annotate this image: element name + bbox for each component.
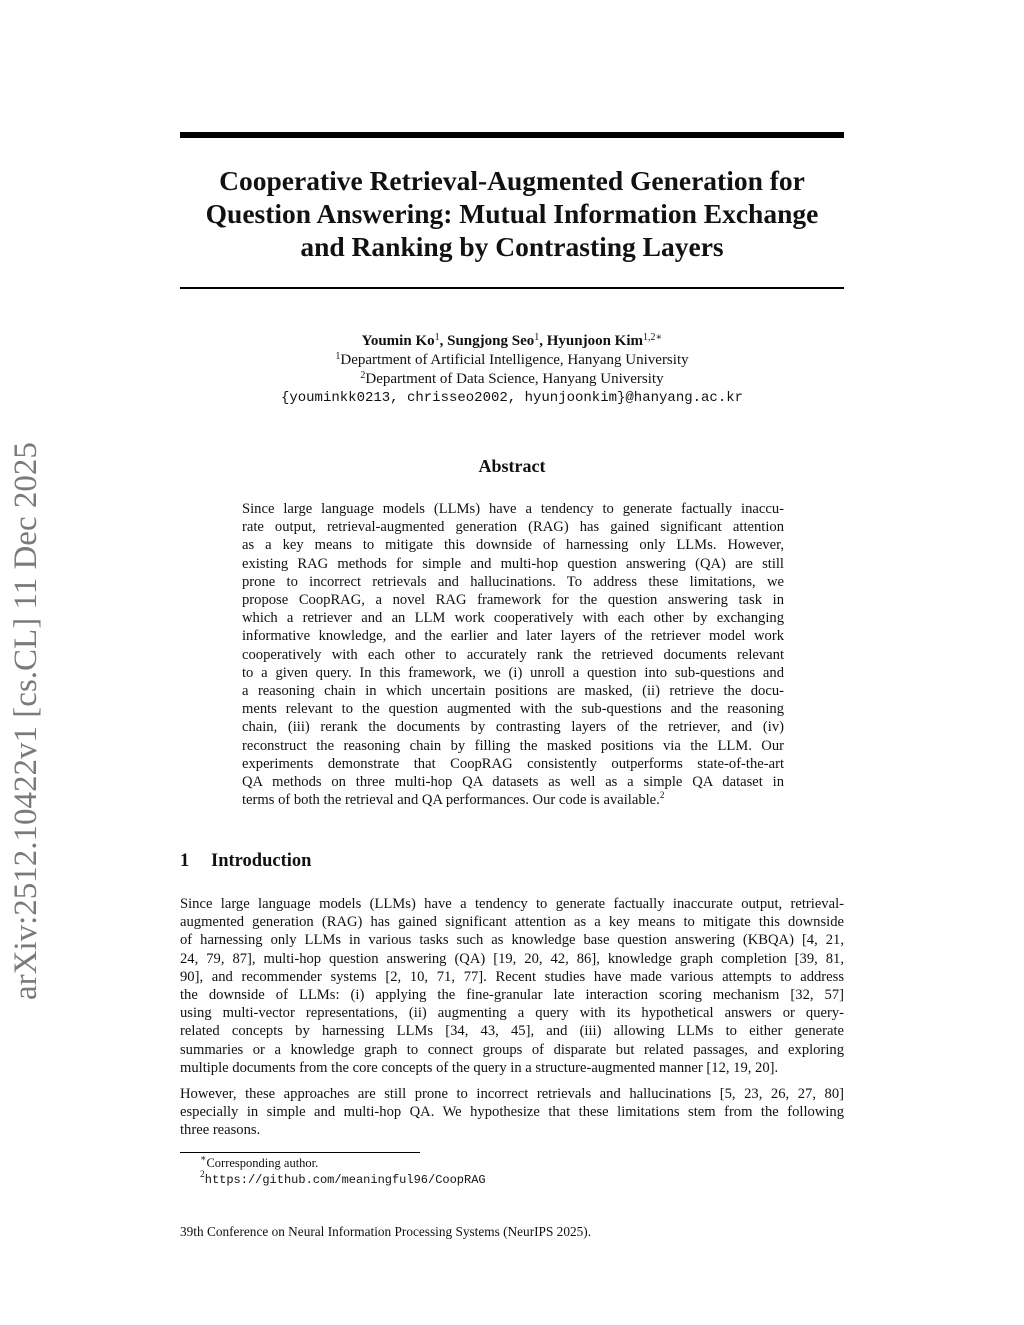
intro-line: the downside of LLMs: (i) applying the fine-granular late interaction scoring mechanism [32, 57] <box>180 987 844 1004</box>
author-name: Sungjong Seo <box>447 333 535 349</box>
abstract-line-text: terms of both the retrieval and QA performances. Our code is available. <box>242 792 660 809</box>
abstract-line: which a retriever and an LLM work cooperatively with each other by exchanging <box>242 610 784 627</box>
footnote-marker[interactable]: 2 <box>659 791 665 802</box>
author-affiliation-mark: 1,2∗ <box>643 332 663 343</box>
intro-line: Since large language models (LLMs) have a tendency to generate factually inaccurate output, retrieval- <box>180 896 844 912</box>
affiliation-mark: 1 <box>335 351 341 362</box>
abstract-line: a reasoning chain in which uncertain positions are masked, (ii) retrieve the docu- <box>242 683 784 700</box>
affiliation-mark: 2 <box>360 370 366 381</box>
venue-footer: 39th Conference on Neural Information Processing Systems (NeurIPS 2025). <box>180 1224 592 1239</box>
intro-line: of harnessing only LLMs in various tasks such as knowledge base question answering (KBQA) [4, 21, <box>180 932 844 949</box>
affiliation-text: Department of Artificial Intelligence, Hanyang University <box>340 352 689 368</box>
abstract-line: cooperatively with each other to accurately rank the retrieved documents relevant <box>242 646 784 663</box>
abstract-last-line <box>242 791 784 809</box>
intro-line: related concepts by harnessing LLMs [34, 43, 45], and (iii) allowing LLMs to either generate <box>180 1023 844 1040</box>
footnote-rule <box>180 1152 420 1153</box>
intro-line: multiple documents from the core concepts of the query in a structure-augmented manner [12, 19, 20]. <box>180 1059 779 1076</box>
author-affiliation-mark: 1 <box>434 332 440 343</box>
intro-line: especially in simple and multi-hop QA. We hypothesize that these limitations stem from the following <box>180 1104 844 1121</box>
intro-paragraph-1 <box>180 895 844 1077</box>
affiliation-2 <box>180 370 844 389</box>
abstract-line: ments relevant to the question augmented with the sub-questions and the reasoning <box>242 701 784 718</box>
abstract-line: chain, (iii) rerank the documents by contrasting layers of the retriever, and (iv) <box>242 719 784 736</box>
title-top-rule <box>180 132 844 138</box>
footnote-mark: ∗ <box>200 1154 207 1164</box>
abstract-body <box>242 500 784 809</box>
abstract-line: QA methods on three multi-hop QA datasets as well as a simple QA dataset in <box>242 774 784 791</box>
footnotes <box>200 1155 486 1188</box>
abstract-heading: Abstract <box>478 456 546 476</box>
abstract-line: prone to incorrect retrievals and hallucinations. To address these limitations, we <box>242 573 784 590</box>
intro-line: summaries or a knowledge graph to connect groups of disparate but related passages, and exploring <box>180 1041 844 1058</box>
footnote-1 <box>200 1155 486 1171</box>
author-emails: {youminkk0213, chrisseo2002, hyunjoonkim}@hanyang.ac.kr <box>280 390 744 406</box>
intro-line: 90], and recommender systems [2, 10, 71, 77]. Recent studies have made various attempts to address <box>180 968 844 985</box>
intro-line: using multi-vector representations, (ii) augmenting a query with its hypothetical answers or query- <box>180 1005 844 1022</box>
abstract-line: informative knowledge, and the earlier and later layers of the retriever model work <box>242 628 784 645</box>
abstract-line: reconstruct the reasoning chain by filling the masked positions via the LLM. Our <box>242 737 784 754</box>
arxiv-identifier: arXiv:2512.10422v1 [cs.CL] 11 Dec 2025 <box>8 442 44 1000</box>
title-line: and Ranking by Contrasting Layers <box>300 231 724 262</box>
affiliation-1 <box>180 351 844 370</box>
abstract-line: experiments demonstrate that CoopRAG consistently outperforms state-of-the-art <box>242 755 784 772</box>
section-title: Introduction <box>211 851 312 871</box>
author-names <box>180 332 844 351</box>
section-number: 1 <box>180 851 190 871</box>
footnote-2 <box>200 1171 486 1188</box>
footnote-text: Corresponding author. <box>206 1156 319 1170</box>
author-separator: , <box>539 333 547 349</box>
title-bottom-rule <box>180 287 844 289</box>
paper-title <box>180 164 844 263</box>
intro-line: However, these approaches are still prone to incorrect retrievals and hallucinations [5, 23, 26, 27, 80] <box>180 1086 844 1103</box>
abstract-line: to a given query. In this framework, we (i) unroll a question into sub-questions and <box>242 664 784 681</box>
code-link[interactable]: https://github.com/meaningful96/CoopRAG <box>204 1173 486 1187</box>
author-name: Hyunjoon Kim <box>546 333 644 349</box>
abstract-line: existing RAG methods for simple and multi-hop question answering (QA) are still <box>242 555 784 572</box>
affiliation-text: Department of Data Science, Hanyang University <box>365 371 664 387</box>
title-line: Question Answering: Mutual Information Exchange <box>205 198 819 229</box>
author-separator: , <box>439 333 448 349</box>
abstract-line: as a key means to mitigate this downside of harnessing only LLMs. However, <box>242 537 784 554</box>
author-name: Youmin Ko <box>361 333 435 349</box>
abstract-line: Since large language models (LLMs) have a tendency to generate factually inaccu- <box>242 501 784 517</box>
abstract-line: rate output, retrieval-augmented generation (RAG) has gained significant attention <box>242 519 784 536</box>
intro-line: augmented generation (RAG) has gained significant attention as a key means to mitigate this downside <box>180 914 844 931</box>
intro-line: 24, 79, 87], multi-hop question answering (QA) [19, 20, 42, 86], knowledge graph completion [39, 81, <box>180 950 844 967</box>
intro-line: three reasons. <box>180 1122 261 1139</box>
author-affiliation-mark: 1 <box>534 332 540 343</box>
abstract-line: propose CoopRAG, a novel RAG framework for the question answering task in <box>242 592 784 609</box>
intro-paragraph-2 <box>180 1085 844 1140</box>
author-block <box>180 332 844 408</box>
title-line: Cooperative Retrieval-Augmented Generation for <box>219 165 805 196</box>
introduction-body <box>180 895 844 1140</box>
footnote-mark: 2 <box>200 1170 205 1180</box>
section-heading <box>180 851 311 872</box>
